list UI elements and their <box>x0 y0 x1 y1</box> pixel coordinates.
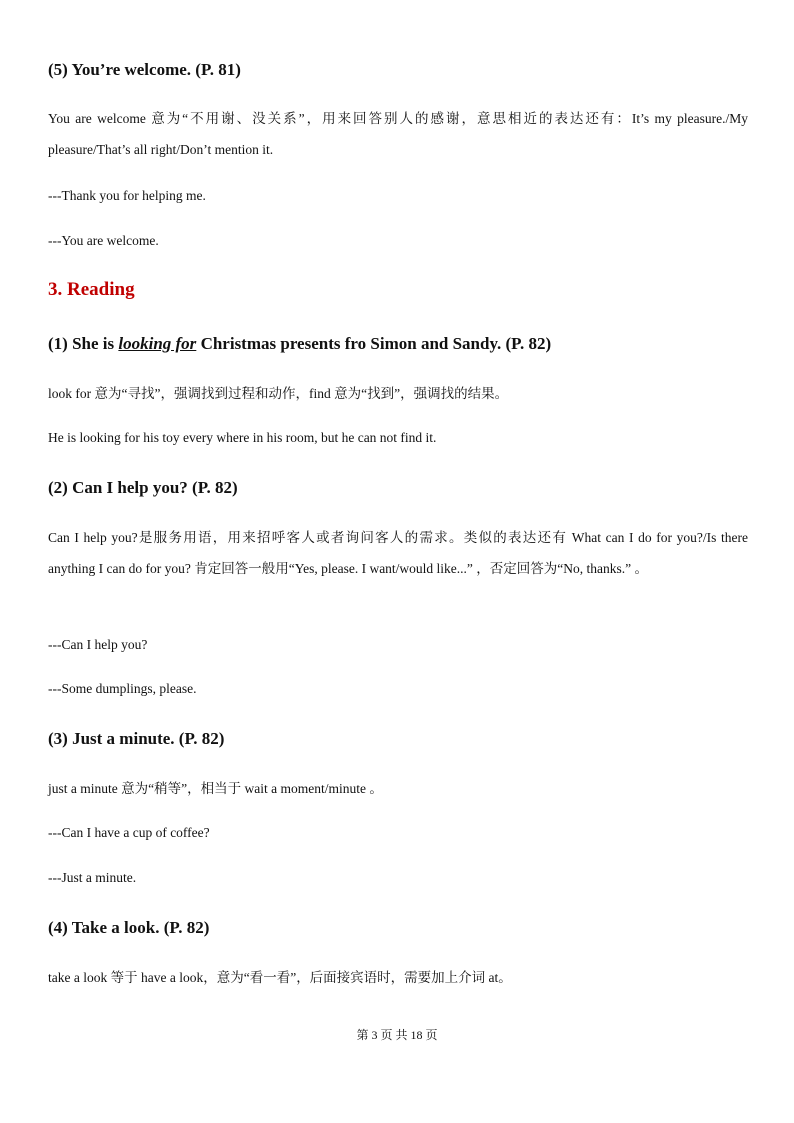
paragraph-take-a-look: take a look 等于 have a look，意为“看一看”，后面接宾语时，需要加上介词 at。 <box>48 970 512 985</box>
page-number-footer: 第 3 页 共 18 页 <box>356 1028 438 1042</box>
paragraph-can-i-help: Can I help you?是服务用语，用来招呼客人或者询问客人的需求。类似的表达还有 What can I do for you?/Is there anything I can do for you? 肯定回答一般用“Yes, please. I want/would like...” ，否定回答为“No, thanks.” 。 <box>48 530 748 576</box>
document-page <box>48 0 748 1123</box>
heading-youre-welcome: (5) You’re welcome. (P. 81) <box>48 60 241 79</box>
example-line: ---Thank you for helping me. <box>48 188 206 203</box>
example-line: ---Some dumplings, please. <box>48 681 197 696</box>
paragraph-look-for: look for 意为“寻找”，强调找到过程和动作，find 意为“找到”，强调找的结果。 <box>48 386 509 401</box>
heading-text: Christmas presents fro Simon and Sandy. (P. 82) <box>196 334 552 353</box>
section-title-reading: 3. Reading <box>48 279 135 300</box>
example-line: ---Just a minute. <box>48 870 137 885</box>
paragraph-youre-welcome: You are welcome 意为“不用谢、没关系”，用来回答别人的感谢，意思相近的表达还有：It’s my pleasure./My pleasure/That’s all right/Don’t mention it. <box>48 111 748 157</box>
heading-looking-for <box>48 334 748 354</box>
heading-just-a-minute: (3) Just a minute. (P. 82) <box>48 729 225 748</box>
heading-take-a-look: (4) Take a look. (P. 82) <box>48 918 210 937</box>
example-line: ---You are welcome. <box>48 233 159 248</box>
example-line: He is looking for his toy every where in his room, but he can not find it. <box>48 430 437 445</box>
example-line: ---Can I help you? <box>48 637 148 652</box>
example-line: ---Can I have a cup of coffee? <box>48 825 210 840</box>
heading-text: (1) She is <box>48 334 119 353</box>
paragraph-just-a-minute: just a minute 意为“稍等”，相当于 wait a moment/minute 。 <box>48 781 383 796</box>
heading-can-i-help: (2) Can I help you? (P. 82) <box>48 478 238 497</box>
emphasized-phrase: looking for <box>118 334 197 353</box>
